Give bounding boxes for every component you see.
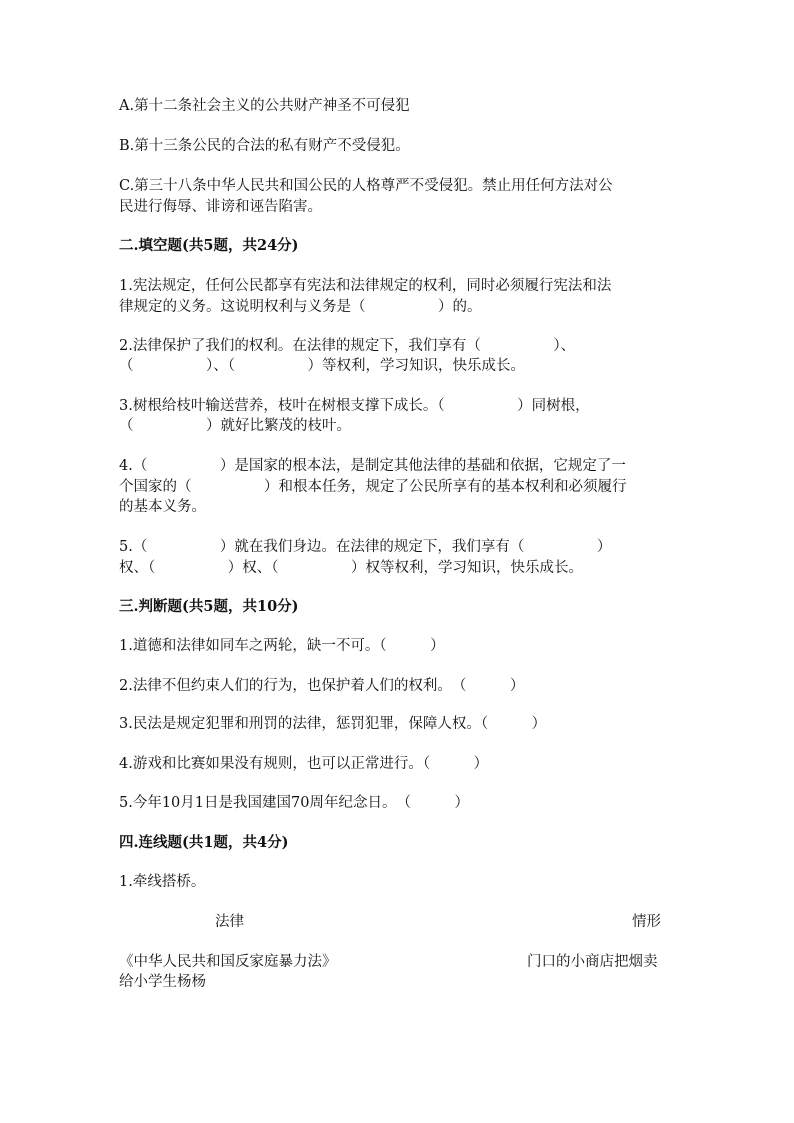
judge-q1: 1.道德和法律如同车之两轮，缺一不可。（ ） [119, 638, 445, 654]
fill-q2-line2: （ ）、（ ）等权利，学习知识，快乐成长。 [119, 358, 525, 374]
fill-q5-line1: 5.（ ）就在我们身边。在法律的规定下，我们享有（ ） [119, 539, 612, 555]
fill-q4-line2: 个国家的（ ）和根本任务，规定了公民所享有的基本权利和必须履行 [119, 479, 627, 495]
fill-q1-line2: 律规定的义务。这说明权利与义务是（ ）的。 [119, 299, 482, 315]
option-b: B.第十三条公民的合法的私有财产不受侵犯。 [119, 138, 410, 154]
match-q1: 1.牵线搭桥。 [119, 874, 206, 890]
judge-q4: 4.游戏和比赛如果没有规则，也可以正常进行。（ ） [119, 756, 489, 772]
fill-q4-line1: 4.（ ）是国家的根本法，是制定其他法律的基础和依据，它规定了一 [119, 458, 626, 474]
fill-q3-line2: （ ）就好比繁茂的枝叶。 [119, 418, 351, 434]
option-a: A.第十二条社会主义的公共财产神圣不可侵犯 [119, 98, 410, 114]
judge-q5: 5.今年10月1日是我国建国70周年纪念日。 （ ） [119, 795, 469, 811]
fill-q3-line1: 3.树根给枝叶输送营养，枝叶在树根支撑下成长。（ ）同树根， [119, 398, 590, 414]
match-right-item: 门口的小商店把烟卖 [527, 954, 658, 970]
fill-q2-line1: 2.法律保护了我们的权利。在法律的规定下，我们享有（ ）、 [119, 338, 576, 354]
match-col-right-header: 情形 [632, 914, 661, 930]
fill-q1-line1: 1.宪法规定，任何公民都享有宪法和法律规定的权利，同时必须履行宪法和法 [119, 278, 612, 294]
option-c-cont: 民进行侮辱、诽谤和诬告陷害。 [119, 199, 322, 215]
judge-q2: 2.法律不但约束人们的行为，也保护着人们的权利。 （ ） [119, 678, 525, 694]
match-col-left-header: 法律 [215, 914, 244, 930]
section-heading-judge: 三.判断题(共5题，共10分) [119, 598, 299, 615]
fill-q5-line2: 权、（ ）权、（ ）权等权利，学习知识，快乐成长。 [119, 560, 583, 576]
section-heading-fill: 二.填空题(共5题，共24分) [119, 237, 299, 254]
fill-q4-line3: 的基本义务。 [119, 499, 206, 515]
match-right-item-cont: 给小学生杨杨 [119, 974, 206, 990]
match-left-item: 《中华人民共和国反家庭暴力法》 [119, 954, 337, 970]
option-c: C.第三十八条中华人民共和国公民的人格尊严不受侵犯。禁止用任何方法对公 [119, 178, 613, 194]
judge-q3: 3.民法是规定犯罪和刑罚的法律，惩罚犯罪，保障人权。（ ） [119, 716, 547, 732]
section-heading-match: 四.连线题(共1题，共4分) [119, 834, 289, 851]
